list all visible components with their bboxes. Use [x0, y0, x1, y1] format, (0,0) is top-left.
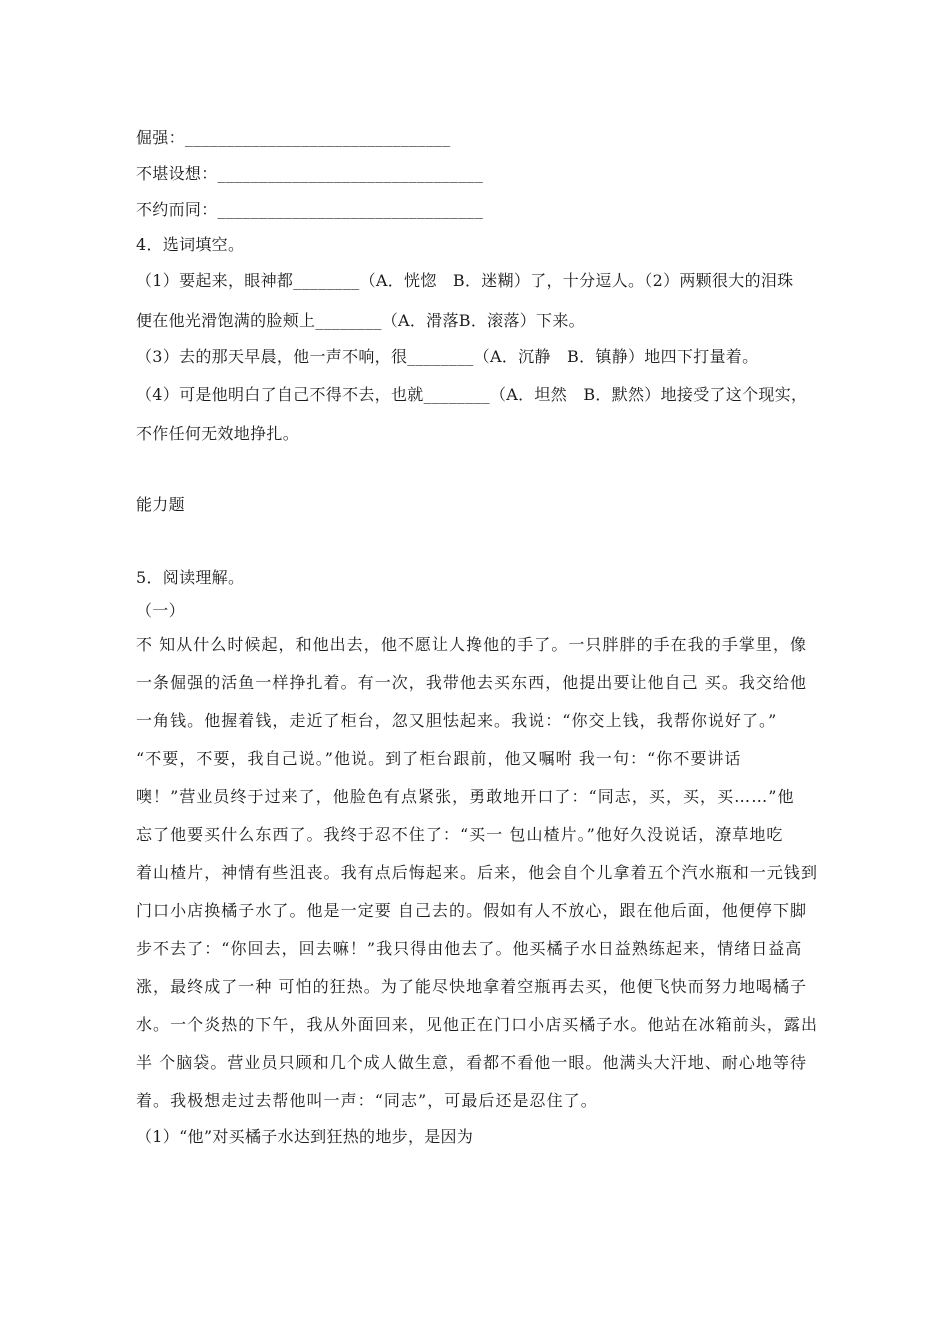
question-4-title: 4．选词填空。 [136, 235, 245, 254]
passage-line: 一角钱。他握着钱，走近了柜台，忽又胆怯起来。我说：“你交上钱，我帮你说好了。” [136, 711, 778, 730]
passage-line: “不要，不要，我自己说。”他说。到了柜台跟前，他又嘱咐 我一句：“你不要讲话 [136, 749, 742, 768]
passage-line: 步不去了：“你回去，回去嘛！”我只得由他去了。他买橘子水日益熟练起来，情绪日益高 [136, 939, 803, 958]
passage-line: 涨，最终成了一种 可怕的狂热。为了能尽快地拿着空瓶再去买，他便飞快而努力地喝橘子 [136, 977, 808, 996]
passage-line: 忘了他要买什么东西了。我终于忍不住了：“买一 包山楂片。”他好久没说话，潦草地吃 [136, 825, 784, 844]
section-title: 能力题 [136, 495, 185, 514]
vocab-answer-blank[interactable]: ________________________________ [184, 128, 451, 147]
passage-line: 一条倔强的活鱼一样挣扎着。有一次，我带他去买东西，他提出要让他自己 买。我交给他 [136, 673, 808, 692]
passage-line: 门口小店换橘子水了。他是一定要 自己去的。假如有人不放心，跟在他后面，他便停下脚 [136, 901, 808, 920]
question-5-sub-question-1: （1）“他”对买橘子水达到狂热的地步，是因为 [136, 1127, 474, 1146]
question-5-title: 5．阅读理解。 [136, 568, 245, 587]
passage-line: 水。一个炎热的下午，我从外面回来，见他正在门口小店买橘子水。他站在冰箱前头，露出 [136, 1015, 819, 1034]
vocab-item-bukansheixiang [136, 163, 483, 185]
passage-line: 着山楂片，神情有些沮丧。我有点后悔起来。后来，他会自个儿拿着五个汽水瓶和一元钱到 [136, 863, 819, 882]
vocab-item-buyueertong [136, 199, 483, 221]
passage-line: 着。我极想走过去帮他叫一声：“同志”，可最后还是忍住了。 [136, 1091, 598, 1110]
vocab-item-jiangqiang [136, 127, 451, 149]
vocab-answer-blank[interactable]: ________________________________ [217, 200, 484, 219]
vocab-answer-blank[interactable]: ________________________________ [217, 164, 484, 183]
vocab-term: 不堪设想： [136, 164, 218, 183]
vocab-term: 倔强： [136, 128, 185, 147]
question-4-line: 不作任何无效地挣扎。 [136, 424, 300, 443]
passage-line: 不 知从什么时候起，和他出去，他不愿让人搀他的手了。一只胖胖的手在我的手掌里，像 [136, 635, 808, 654]
passage-part-label: （一） [136, 601, 185, 620]
passage-line: 噢！”营业员终于过来了，他脸色有点紧张，勇敢地开口了：“同志，买，买，买……”他 [136, 787, 795, 806]
question-4-line: （3）去的那天早晨，他一声不响，很________（A．沉静 B．镇静）地四下打量着。 [136, 347, 759, 366]
question-4-line: 便在他光滑饱满的脸颊上________（A．滑落B．滚落）下来。 [136, 311, 585, 330]
vocab-term: 不约而同： [136, 200, 218, 219]
passage-line: 半 个脑袋。营业员只顾和几个成人做生意，看都不看他一眼。他满头大汗地、耐心地等待 [136, 1053, 808, 1072]
question-4-line: （4）可是他明白了自己不得不去，也就________（A．坦然 B．默然）地接受了这个现实， [136, 385, 808, 404]
question-4-line: （1）要起来，眼神都________（A．恍惚 B．迷糊）了，十分逗人。（2）两颗很大的泪珠 [136, 271, 794, 290]
